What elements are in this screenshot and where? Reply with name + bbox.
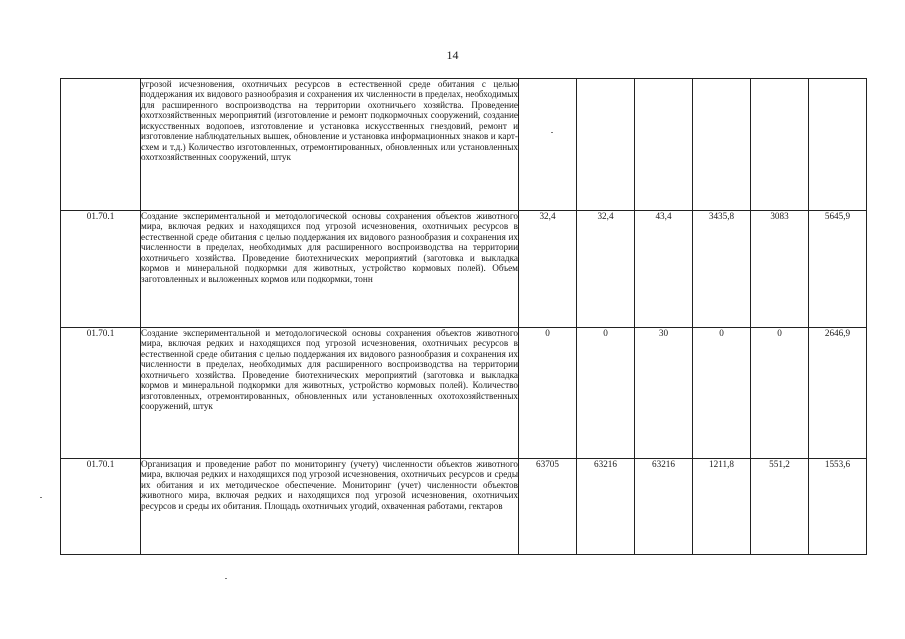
row-description: Создание экспериментальной и методологической основы сохранения объектов животного мира, включая редких и находящихся под угрозой исчезновения, охотничьих ресурсов в естественной среде обитания с целью поддержания их видового разнообразия и сохранения их численности в пределах, необходимых для расширенного воспроизводства на территории охотничьего хозяйства. Проведение биотехнических мероприятий (заготовка и выкладка кормов и минеральной подкормки для животных, устройство кормовых полей). Количество изготовленных, отремонтированных, обновленных или установленных охотохозяйственных сооружений, штук — [141, 328, 519, 459]
data-table — [60, 78, 867, 555]
scan-speck — [40, 497, 42, 498]
row-value — [519, 79, 577, 211]
row-value — [809, 79, 867, 211]
row-value: 63216 — [577, 459, 635, 555]
scan-speck — [551, 132, 553, 133]
row-value: 30 — [635, 328, 693, 459]
row-value: 63216 — [635, 459, 693, 555]
row-value: 63705 — [519, 459, 577, 555]
row-code: 01.70.1 — [61, 211, 141, 328]
table-row — [61, 459, 867, 555]
row-value: 3435,8 — [693, 211, 751, 328]
row-value: 32,4 — [577, 211, 635, 328]
row-value: 0 — [519, 328, 577, 459]
row-code: 01.70.1 — [61, 328, 141, 459]
row-value: 3083 — [751, 211, 809, 328]
row-value: 43,4 — [635, 211, 693, 328]
row-value: 0 — [693, 328, 751, 459]
table-row — [61, 79, 867, 211]
row-code: 01.70.1 — [61, 459, 141, 555]
table-row — [61, 328, 867, 459]
row-value — [577, 79, 635, 211]
row-description: Создание экспериментальной и методологической основы сохранения объектов животного мира, включая редких и находящихся под угрозой исчезновения, охотничьих ресурсов в естественной среде обитания с целью поддержания их видового разнообразия и сохранения их численности в пределах, необходимых для расширенного воспроизводства на территории охотничьего хозяйства. Проведение биотехнических мероприятий (заготовка и выкладка кормов и минеральной подкормки для животных, устройство кормовых полей). Объем заготовленных и выложенных кормов или подкормки, тонн — [141, 211, 519, 328]
row-value: 0 — [751, 328, 809, 459]
row-value: 1553,6 — [809, 459, 867, 555]
row-description: Организация и проведение работ по мониторингу (учету) численности объектов животного мира, включая редких и находящихся под угрозой исчезновения, охотничьих ресурсов и среды их обитания и их методическое обеспечение. Мониторинг (учет) численности объектов животного мира, включая редких и находящихся под угрозой исчезновения, охотничьих ресурсов и среды их обитания. Площадь охотничьих угодий, охваченная работами, гектаров — [141, 459, 519, 555]
row-value: 0 — [577, 328, 635, 459]
row-value — [635, 79, 693, 211]
row-value: 32,4 — [519, 211, 577, 328]
row-value: 1211,8 — [693, 459, 751, 555]
row-value — [693, 79, 751, 211]
row-value: 551,2 — [751, 459, 809, 555]
row-code — [61, 79, 141, 211]
row-value: 2646,9 — [809, 328, 867, 459]
row-description: угрозой исчезновения, охотничьих ресурсов в естественной среде обитания с целью поддержания их видового разнообразия и сохранения их численности в пределах, необходимых для расширенного воспроизводства на территории охотничьего хозяйства. Проведение охотхозяйственных мероприятий (изготовление и ремонт подкормочных сооружений, создание искусственных водопоев, изготовление и установка искусственных гнездовий, ремонт и изготовление наблюдательных вышек, обновление и установка информационных знаков и карт-схем и т.д.) Количество изготовленных, отремонтированных, обновленных или установленных охотхозяйственных сооружений, штук — [141, 79, 519, 211]
row-value: 5645,9 — [809, 211, 867, 328]
scan-speck — [225, 578, 227, 579]
table-row — [61, 211, 867, 328]
page-number: 14 — [446, 48, 459, 62]
row-value — [751, 79, 809, 211]
